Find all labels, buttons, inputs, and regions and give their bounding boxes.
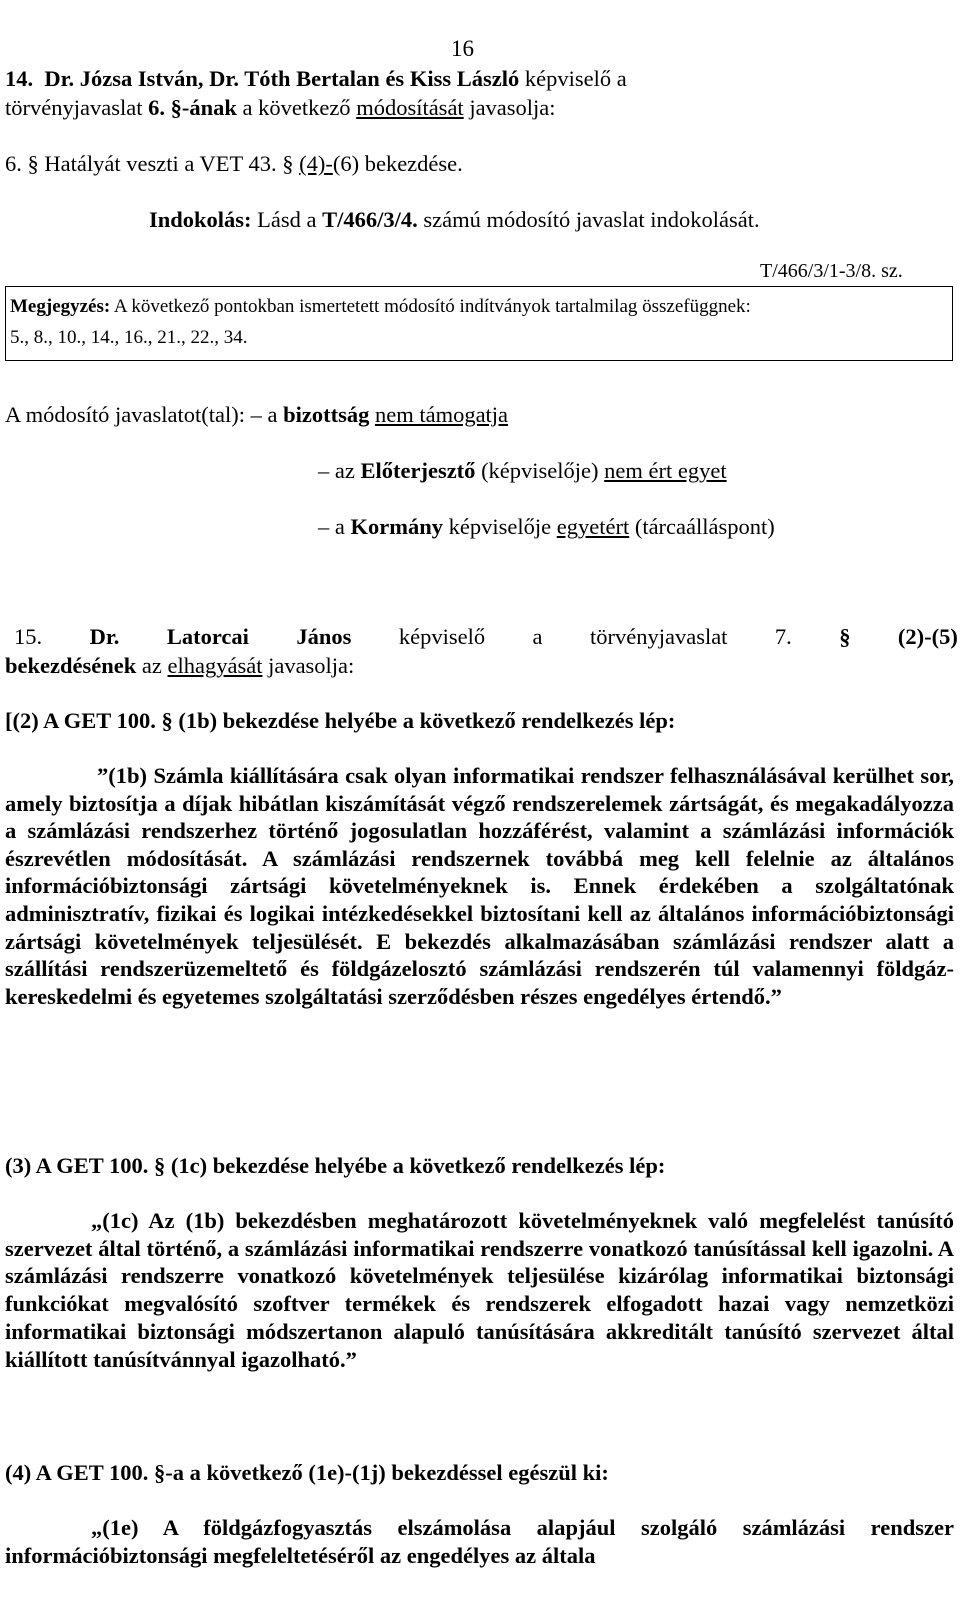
item-15-line2 (5, 651, 354, 680)
item-authors: Dr. Józsa István, Dr. Tóth Bertalan és Kiss László (44, 66, 520, 91)
text: képviselő (398, 624, 486, 649)
paragraph-2-body: ”(1b) Számla kiállítására csak olyan informatikai rendszer felhasználásával kerülhet sor, amely biztosítja a díjak hibátlan kiszámítását végző rendszerelemek zártságát, és megakadályozza a számlázási rendszerhez történő jogosulatlan hozzáférést, valamint a számlázási információk észrevétlen módosítását. A számlázási rendszernek továbbá meg kell felelnie az általános információbiztonsági zártsági követelményeknek is. Ennek érdekében a szolgáltatónak adminisztratív, fizikai és logikai intézkedésekkel biztosítani kell az általános információbiztonsági zártsági követelmények teljesülését. E bekezdés alkalmazásában számlázási rendszer alatt a szállítási rendszerüzemeltető és földgázelosztó számlázási rendszerén túl valamennyi földgáz-kereskedelmi és egyetemes szolgáltatási szerződésben részes engedélyes értendő.” (5, 763, 954, 1009)
item-number: 14. (5, 66, 34, 91)
text: § (839, 624, 851, 649)
text: Dr. (89, 624, 120, 649)
text: a (532, 624, 543, 649)
vote-presenter: Előterjesztő (360, 458, 476, 483)
text: Latorcai (166, 624, 249, 649)
text: Lásd a (251, 207, 323, 232)
note-points: 5., 8., 10., 14., 16., 21., 22., 34. (10, 327, 248, 348)
section-ref: 6. §-ának (148, 95, 237, 120)
vote-committee: bizottság (283, 402, 370, 427)
note-box (5, 286, 953, 361)
vote-presenter-position: nem ért egyet (604, 458, 727, 483)
text: javasolja: (262, 653, 355, 678)
vote-line2 (318, 456, 727, 485)
text: (2)-(5) (897, 624, 958, 649)
text-underlined: (4)- (299, 151, 333, 176)
vote-line3 (318, 512, 775, 541)
text: – az (318, 458, 361, 483)
paragraph-2-heading: [(2) A GET 100. § (1b) bekezdése helyébe a következő rendelkezés lép: (5, 708, 676, 733)
text: bekezdésének (5, 653, 137, 678)
text: – a (318, 514, 351, 539)
vote-committee-position: nem támogatja (374, 402, 509, 427)
text: az (136, 653, 168, 678)
vote-government: Kormány (350, 514, 443, 539)
item-15-heading (14, 622, 958, 651)
paragraph-3-body: „(1c) Az (1b) bekezdésben meghatározott követelményeknek való megfelelést tanúsító szervezet által történő, a számlázási informatikai rendszerre vonatkozó tanúsítással kell igazolni. A számlázási rendszerre vonatkozó követelmények teljesülése kizárólag informatikai biztonsági funkciókat megvalósító szoftver termékek és rendszerek elfogadott hazai vagy nemzetközi informatikai biztonsági módszertanon alapuló tanúsítására akkreditált tanúsító szervezet által kiállított tanúsítvánnyal igazolható.” (5, 1208, 954, 1372)
text: javasolja: (463, 95, 556, 120)
item-role: képviselő a (519, 66, 627, 91)
paragraph-4-body: „(1e) A földgázfogyasztás elszámolása alapjául szolgáló számlázási rendszer információbiztonsági megfeleltetéséről az engedélyes az általa (5, 1515, 954, 1568)
note-text: A következő pontokban ismertetett módosító indítványok tartalmilag összefüggnek: (110, 296, 751, 317)
item-14-text (5, 149, 463, 178)
paragraph-3-heading: (3) A GET 100. § (1c) bekezdése helyébe a következő rendelkezés lép: (5, 1153, 666, 1178)
text: (tárcaálláspont) (629, 514, 775, 539)
text: 6. § Hatályát veszti a VET 43. § (5, 151, 300, 176)
item-number: 15. (14, 624, 43, 649)
reason-ref: T/466/3/4. (322, 207, 418, 232)
text: törvényjavaslat (5, 95, 149, 120)
text: képviselője (443, 514, 557, 539)
action: elhagyását (167, 653, 263, 678)
text: – a (250, 402, 284, 427)
note-label: Megjegyzés: (10, 296, 111, 317)
item-14-heading (5, 64, 954, 93)
text: János (296, 624, 352, 649)
reason-label: Indokolás: (149, 207, 252, 232)
text: törvényjavaslat (589, 624, 728, 649)
paragraph-4-heading: (4) A GET 100. §-a a következő (1e)-(1j) bekezdéssel egészül ki: (5, 1460, 609, 1485)
text: (6) bekezdése. (332, 151, 463, 176)
page-number: 16 (451, 36, 474, 61)
note-line1 (10, 291, 952, 322)
text: a következő (236, 95, 357, 120)
action: módosítását (356, 95, 464, 120)
item-14-reason (149, 205, 760, 234)
item-14-line2 (5, 93, 556, 122)
text: (képviselője) (475, 458, 605, 483)
vote-label: A módosító javaslatot(tal): (5, 402, 251, 427)
vote-line1 (5, 400, 508, 429)
text: 7. (774, 624, 792, 649)
text: számú módosító javaslat indokolását. (417, 207, 760, 232)
reference-number: T/466/3/1-3/8. sz. (760, 260, 903, 282)
vote-government-position: egyetért (556, 514, 630, 539)
